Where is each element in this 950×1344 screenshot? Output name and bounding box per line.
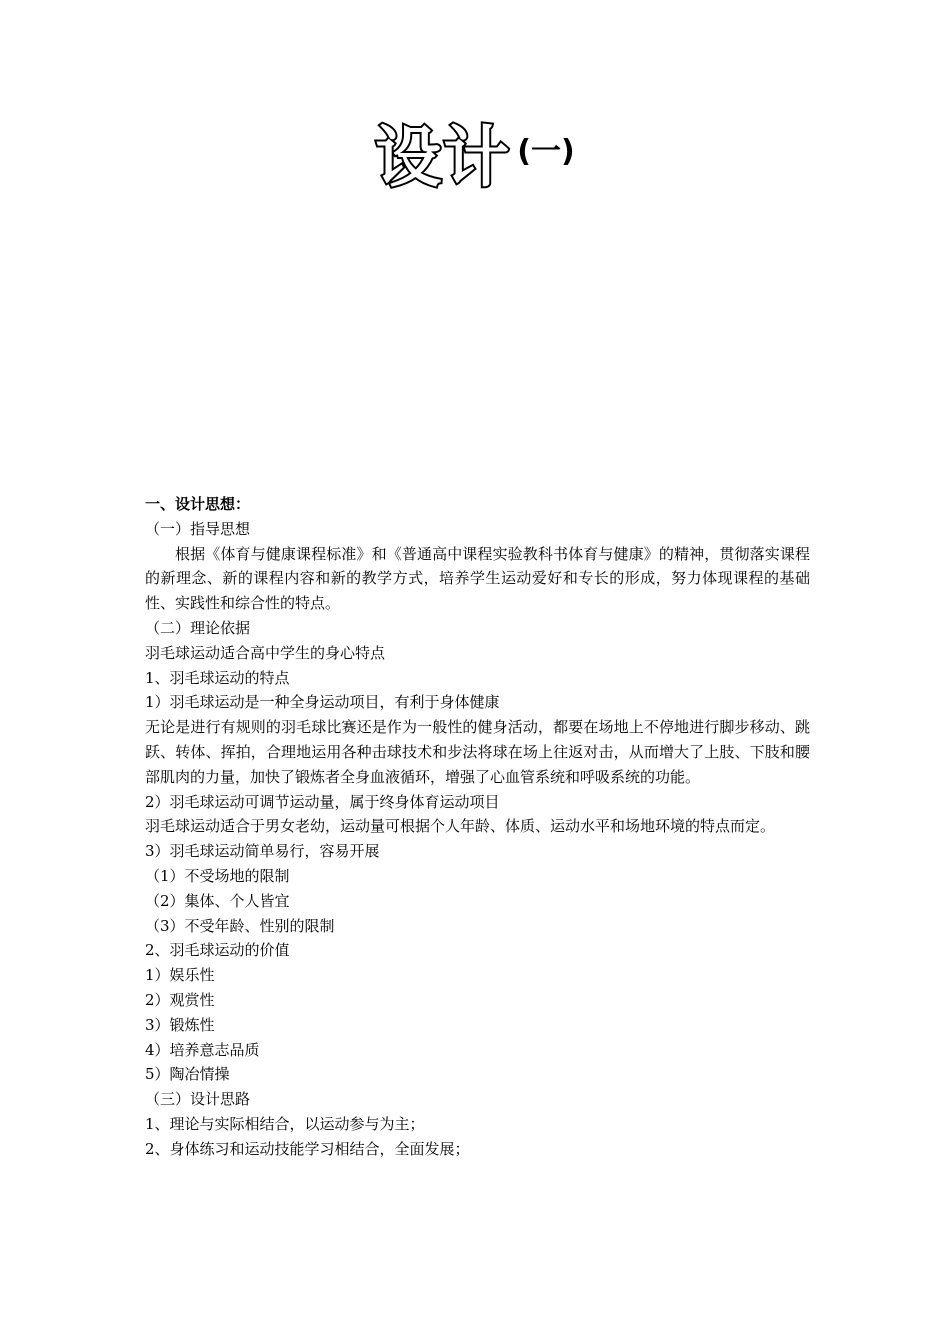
feature3-item: （1）不受场地的限制 bbox=[145, 866, 290, 885]
guiding-heading: （一）指导思想 bbox=[145, 519, 251, 538]
value-item: 1）娱乐性 bbox=[145, 966, 215, 985]
approach-heading: （三）设计思路 bbox=[145, 1090, 251, 1109]
feature3-item: （2）集体、个人皆宜 bbox=[145, 891, 290, 910]
theory-heading: （二）理论依据 bbox=[145, 618, 251, 637]
approach-item: 1、理论与实际相结合，以运动参与为主； bbox=[145, 1114, 425, 1133]
feature3-item: （3）不受年龄、性别的限制 bbox=[145, 916, 335, 935]
value-heading: 2、羽毛球运动的价值 bbox=[145, 941, 290, 960]
section-heading: 一、设计思想： bbox=[145, 495, 251, 513]
value-item: 4）培养意志品质 bbox=[145, 1040, 260, 1059]
features-heading: 1、羽毛球运动的特点 bbox=[145, 668, 290, 687]
value-item: 5）陶冶情操 bbox=[145, 1065, 230, 1084]
guiding-text: 根据《体育与健康课程标准》和《普通高中课程实验教科书体育与健康》的精神，贯彻落实课程的新理念、新的课程内容和新的教学方式，培养学生运动爱好和专长的形成，努力体现课程的基础性、实践性和综合性的特点。 bbox=[145, 544, 810, 613]
feature3-title: 3）羽毛球运动简单易行，容易开展 bbox=[145, 842, 380, 861]
value-item: 2）观赏性 bbox=[145, 990, 215, 1009]
feature2-text: 羽毛球运动适合于男女老幼，运动量可根据个人年龄、体质、运动水平和场地环境的特点而定。 bbox=[145, 817, 776, 836]
feature2-title: 2）羽毛球运动可调节运动量，属于终身体育运动项目 bbox=[145, 792, 500, 811]
document-title bbox=[0, 118, 950, 198]
title-main: 设计 bbox=[375, 119, 512, 196]
approach-item: 2、身体练习和运动技能学习相结合，全面发展； bbox=[145, 1139, 470, 1158]
document-body bbox=[145, 492, 810, 1162]
theory-intro: 羽毛球运动适合高中学生的身心特点 bbox=[145, 643, 386, 662]
feature1-title: 1）羽毛球运动是一种全身运动项目，有利于身体健康 bbox=[145, 693, 500, 712]
feature1-text: 无论是进行有规则的羽毛球比赛还是作为一般性的健身活动，都要在场地上不停地进行脚步移动、跳跃、转体、挥拍，合理地运用各种击球技术和步法将球在场上往返对击，从而增大了上肢、下肢和腰部肌肉的力量，加快了锻炼者全身血液循环，增强了心血管系统和呼吸系统的功能。 bbox=[145, 718, 810, 786]
title-sub: (一) bbox=[517, 134, 575, 169]
value-item: 3）锻炼性 bbox=[145, 1015, 215, 1034]
